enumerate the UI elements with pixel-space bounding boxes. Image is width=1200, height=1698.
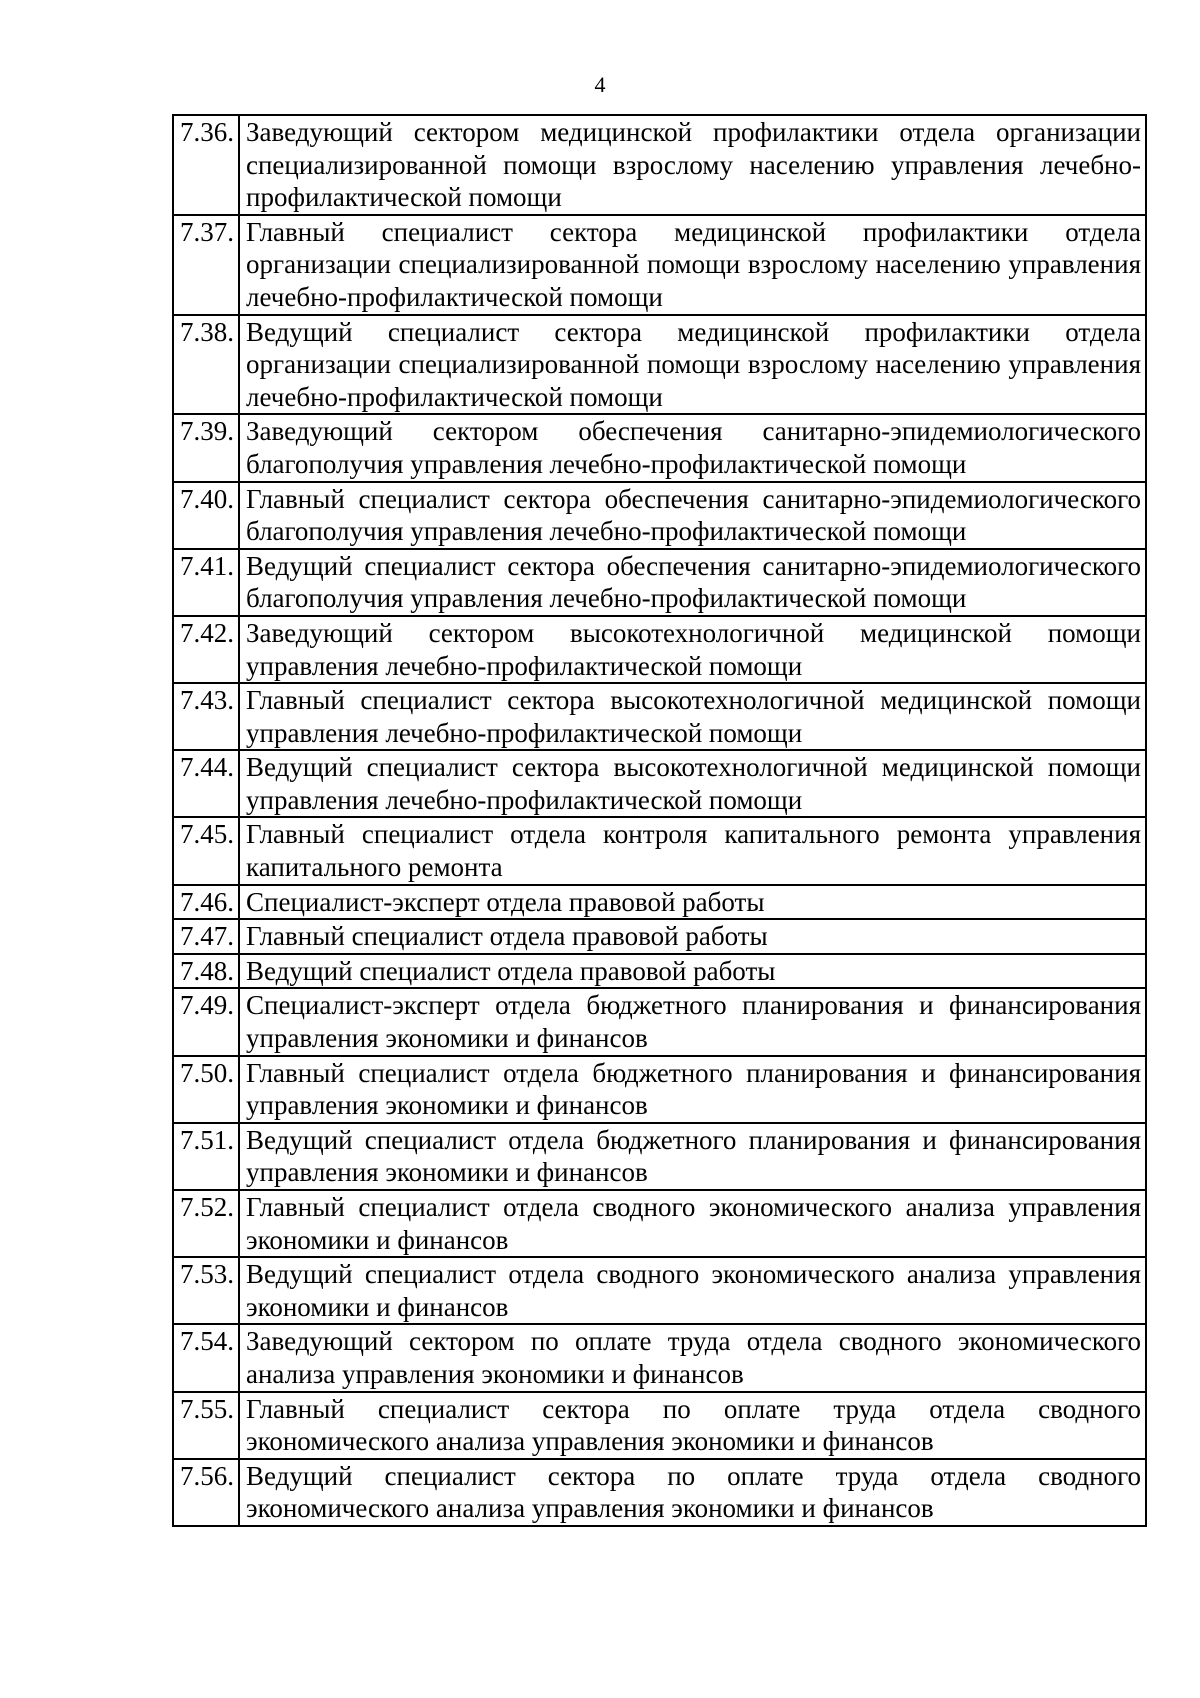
row-number: 7.46.	[173, 885, 239, 920]
row-number: 7.38.	[173, 315, 239, 415]
row-number: 7.56.	[173, 1459, 239, 1526]
table-row	[173, 919, 1146, 954]
position-title: Специалист-эксперт отдела правовой работы	[239, 885, 1146, 920]
row-number: 7.47.	[173, 919, 239, 954]
table-row	[173, 750, 1146, 817]
position-title: Главный специалист сектора по оплате труда отдела сводного экономического анализа управления экономики и финансов	[239, 1392, 1146, 1459]
table-row	[173, 988, 1146, 1055]
position-title: Заведующий сектором обеспечения санитарно-эпидемиологического благополучия управления лечебно-профилактической помощи	[239, 414, 1146, 481]
table-row	[173, 215, 1146, 315]
row-number: 7.45.	[173, 817, 239, 884]
position-title: Ведущий специалист отдела сводного экономического анализа управления экономики и финансов	[239, 1257, 1146, 1324]
position-title: Специалист-эксперт отдела бюджетного планирования и финансирования управления экономики и финансов	[239, 988, 1146, 1055]
row-number: 7.49.	[173, 988, 239, 1055]
position-title: Ведущий специалист сектора обеспечения санитарно-эпидемиологического благополучия управления лечебно-профилактической помощи	[239, 549, 1146, 616]
position-title: Главный специалист отдела сводного экономического анализа управления экономики и финансов	[239, 1190, 1146, 1257]
table-row	[173, 1190, 1146, 1257]
table-row	[173, 482, 1146, 549]
table-row	[173, 683, 1146, 750]
position-title: Заведующий сектором высокотехнологичной медицинской помощи управления лечебно-профилактической помощи	[239, 616, 1146, 683]
position-title: Главный специалист сектора медицинской профилактики отдела организации специализированной помощи взрослому населению управления лечебно-профилактической помощи	[239, 215, 1146, 315]
position-title: Главный специалист отдела бюджетного планирования и финансирования управления экономики и финансов	[239, 1056, 1146, 1123]
row-number: 7.54.	[173, 1324, 239, 1391]
position-title: Главный специалист отдела контроля капитального ремонта управления капитального ремонта	[239, 817, 1146, 884]
table-row	[173, 1056, 1146, 1123]
position-title: Заведующий сектором медицинской профилактики отдела организации специализированной помощи взрослому населению управления лечебно-профилактической помощи	[239, 115, 1146, 215]
table-row	[173, 315, 1146, 415]
positions-table	[172, 114, 1147, 1527]
row-number: 7.55.	[173, 1392, 239, 1459]
table-row	[173, 1459, 1146, 1526]
row-number: 7.37.	[173, 215, 239, 315]
row-number: 7.43.	[173, 683, 239, 750]
table-row	[173, 885, 1146, 920]
position-title: Ведущий специалист отдела правовой работы	[239, 954, 1146, 989]
position-title: Главный специалист отдела правовой работы	[239, 919, 1146, 954]
table-row	[173, 115, 1146, 215]
row-number: 7.40.	[173, 482, 239, 549]
position-title: Главный специалист сектора высокотехнологичной медицинской помощи управления лечебно-профилактической помощи	[239, 683, 1146, 750]
row-number: 7.39.	[173, 414, 239, 481]
table-row	[173, 817, 1146, 884]
table-row	[173, 616, 1146, 683]
position-title: Главный специалист сектора обеспечения санитарно-эпидемиологического благополучия управления лечебно-профилактической помощи	[239, 482, 1146, 549]
position-title: Ведущий специалист сектора высокотехнологичной медицинской помощи управления лечебно-профилактической помощи	[239, 750, 1146, 817]
row-number: 7.50.	[173, 1056, 239, 1123]
row-number: 7.41.	[173, 549, 239, 616]
table-row	[173, 549, 1146, 616]
row-number: 7.36.	[173, 115, 239, 215]
row-number: 7.52.	[173, 1190, 239, 1257]
row-number: 7.53.	[173, 1257, 239, 1324]
page-number: 4	[594, 72, 606, 97]
table-row	[173, 1257, 1146, 1324]
positions-table-body	[173, 115, 1146, 1526]
table-row	[173, 954, 1146, 989]
row-number: 7.44.	[173, 750, 239, 817]
position-title: Ведущий специалист сектора по оплате труда отдела сводного экономического анализа управления экономики и финансов	[239, 1459, 1146, 1526]
position-title: Ведущий специалист сектора медицинской профилактики отдела организации специализированной помощи взрослому населению управления лечебно-профилактической помощи	[239, 315, 1146, 415]
table-row	[173, 1392, 1146, 1459]
table-row	[173, 1324, 1146, 1391]
row-number: 7.42.	[173, 616, 239, 683]
row-number: 7.48.	[173, 954, 239, 989]
row-number: 7.51.	[173, 1123, 239, 1190]
position-title: Заведующий сектором по оплате труда отдела сводного экономического анализа управления экономики и финансов	[239, 1324, 1146, 1391]
table-row	[173, 414, 1146, 481]
position-title: Ведущий специалист отдела бюджетного планирования и финансирования управления экономики и финансов	[239, 1123, 1146, 1190]
table-row	[173, 1123, 1146, 1190]
